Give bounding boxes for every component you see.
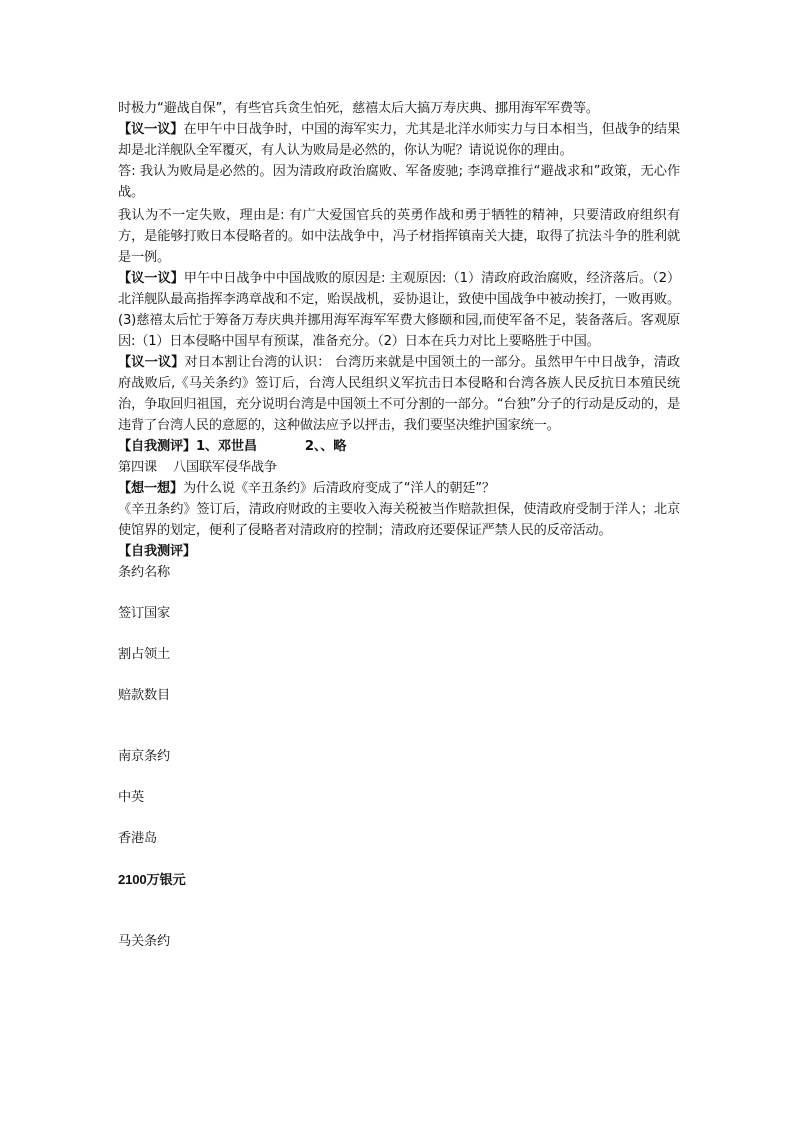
paragraph: 【议一议】在甲午中日战争时，中国的海军实力，尤其是北洋水师实力与日本相当，但战争的结果却是北洋舰队全军覆灭，有人认为败局是必然的，你认为呢？请说说你的理由。 <box>118 122 680 158</box>
table-cell: 香港岛 <box>118 831 157 846</box>
paragraph: 【自我测评】1、邓世昌 2、、略 <box>118 439 347 454</box>
section-tag: 【想一想】 <box>118 481 183 496</box>
table-cell: 中英 <box>118 790 144 805</box>
document-body <box>118 98 680 952</box>
section-tag: 【议一议】 <box>118 122 184 137</box>
table-header-cell: 条约名称 <box>118 565 170 580</box>
section-tag: 【自我测评】 <box>118 439 196 454</box>
lesson-heading: 第四课 八国联军侵华战争 <box>118 460 277 475</box>
table-cell: 马关条约 <box>118 934 170 949</box>
table-cell: 南京条约 <box>118 749 170 764</box>
table-header-cell: 签订国家 <box>118 606 170 621</box>
table-cell: 2100万银元 <box>118 872 186 887</box>
paragraph: 【议一议】甲午中日战争中中国战败的原因是: 主观原因:（1）清政府政治腐败，经济落后。（2）北洋舰队最高指挥李鸿章战和不定，贻误战机，妥协退让，致使中国战争中被动挨打，一败再败。(3)慈禧太后忙于筹备万寿庆典并挪用海军海军军费大修颐和园,而使军备不足，装备落后。客观原因:（1）日本侵略中国早有预谋，准备充分。（2）日本在兵力对比上要略胜于中国。 <box>118 271 680 349</box>
paragraph: 我认为不一定失败，理由是: 有广大爱国官兵的英勇作战和勇于牺牲的精神，只要清政府组织有方，是能够打败日本侵略者的。如中法战争中，冯子材指挥镇南关大捷，取得了抗法斗争的胜利就是一例。 <box>118 208 680 265</box>
section-tag: 【自我测评】 <box>118 544 196 559</box>
paragraph: 【想一想】为什么说《辛丑条约》后清政府变成了“洋人的朝廷”？ <box>118 481 495 496</box>
section-tag: 【议一议】 <box>118 271 184 286</box>
paragraph: 《辛丑条约》签订后，清政府财政的主要收入海关税被当作赔款担保，使清政府受制于洋人；北京使馆界的划定，便利了侵略者对清政府的控制；清政府还要保证严禁人民的反帝活动。 <box>118 502 680 538</box>
paragraph: 答: 我认为败局是必然的。因为清政府政治腐败、军备废驰; 李鸿章推行“避战求和”政策，无心作战。 <box>118 164 680 200</box>
table-header-cell: 割占领土 <box>118 647 170 662</box>
section-tag: 【议一议】 <box>118 355 185 370</box>
paragraph: 时极力“避战自保”，有些官兵贪生怕死，慈禧太后大搞万寿庆典、挪用海军军费等。 <box>118 101 599 116</box>
paragraph: 【议一议】对日本割让台湾的认识： 台湾历来就是中国领土的一部分。虽然甲午中日战争，清政府战败后,《马关条约》签订后，台湾人民组织义军抗击日本侵略和台湾各族人民反抗日本殖民统治，争取回归祖国，充分说明台湾是中国领土不可分割的一部分。“台独”分子的行动是反动的，是违背了台湾人民的意愿的，这种做法应予以抨击，我们要坚决维护国家统一。 <box>118 355 681 433</box>
table-header-cell: 赔款数目 <box>118 688 170 703</box>
